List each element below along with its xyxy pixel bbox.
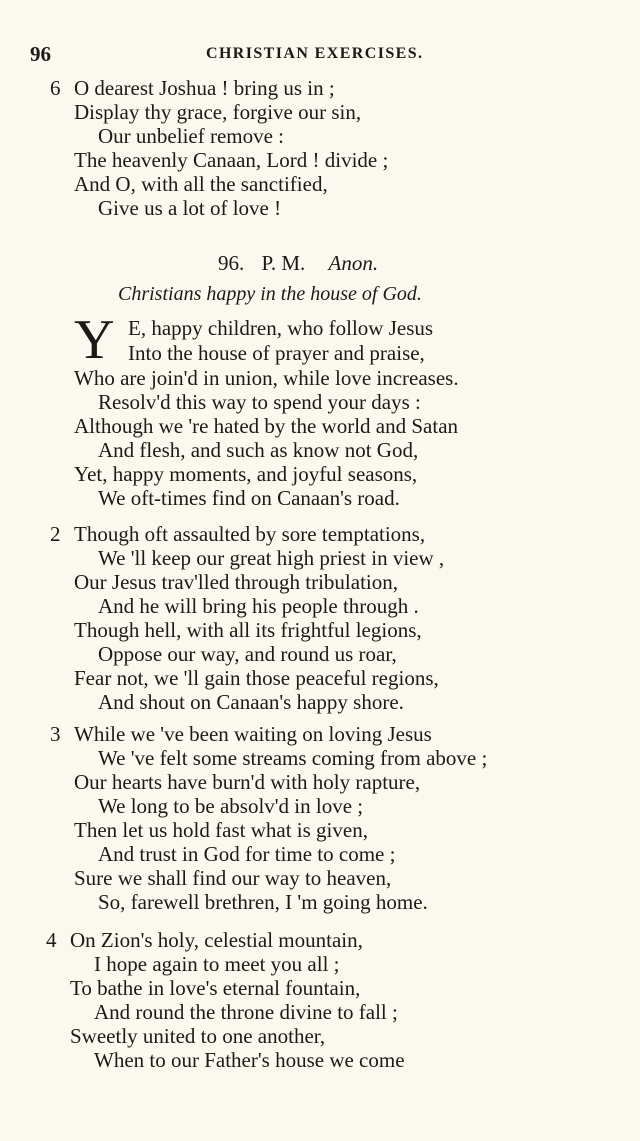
verse-line: Who are join'd in union, while love increases. (74, 366, 459, 390)
verse-line: When to our Father's house we come (94, 1048, 405, 1072)
verse-line: And O, with all the sanctified, (74, 172, 328, 196)
hymn-heading (218, 251, 378, 276)
verse-line: O dearest Joshua ! bring us in ; (74, 76, 335, 100)
verse-line: Sweetly united to one another, (70, 1024, 326, 1048)
page-number: 96 (30, 42, 51, 66)
stanza-number: 4 (46, 928, 57, 952)
verse-line: Our Jesus trav'lled through tribulation, (74, 570, 398, 594)
verse-line: We oft-times find on Canaan's road. (98, 486, 400, 510)
stanza-number: 2 (50, 522, 61, 546)
verse-line: Into the house of prayer and praise, (128, 341, 425, 365)
hymn-meter: P. M. (261, 251, 306, 275)
verse-line: While we 've been waiting on loving Jesus (74, 722, 432, 746)
verse-line: I hope again to meet you all ; (94, 952, 340, 976)
verse-line: E, happy children, who follow Jesus (128, 316, 434, 340)
verse-line: To bathe in love's eternal fountain, (70, 976, 361, 1000)
verse-line: Give us a lot of love ! (98, 196, 282, 220)
hymn-subtitle: Christians happy in the house of God. (118, 283, 422, 305)
verse-line: Though hell, with all its frightful legions, (74, 618, 422, 642)
stanza-number: 6 (50, 76, 61, 100)
verse-line: And round the throne divine to fall ; (94, 1000, 398, 1024)
verse-line: We long to be absolv'd in love ; (98, 794, 364, 818)
verse-line: On Zion's holy, celestial mountain, (70, 928, 363, 952)
verse-line: Although we 're hated by the world and Satan (74, 414, 459, 438)
hymn-number: 96. (218, 251, 245, 275)
page-header (30, 42, 450, 66)
verse-line: We 'll keep our great high priest in view , (98, 546, 445, 570)
verse-line: Oppose our way, and round us roar, (98, 642, 397, 666)
verse-line: Sure we shall find our way to heaven, (74, 866, 392, 890)
verse-line: Our hearts have burn'd with holy rapture, (74, 770, 421, 794)
hymn-author: Anon. (328, 251, 379, 275)
verse-line: Fear not, we 'll gain those peaceful regions, (74, 666, 439, 690)
verse-line: The heavenly Canaan, Lord ! divide ; (74, 148, 389, 172)
verse-line: Yet, happy moments, and joyful seasons, (74, 462, 418, 486)
verse-line: So, farewell brethren, I 'm going home. (98, 890, 428, 914)
verse-line: And flesh, and such as know not God, (98, 438, 419, 462)
verse-line: Our unbelief remove : (98, 124, 285, 148)
verse-line: And he will bring his people through . (98, 594, 419, 618)
verse-line: We 've felt some streams coming from above ; (98, 746, 488, 770)
verse-line: Display thy grace, forgive our sin, (74, 100, 362, 124)
stanza-number: 3 (50, 722, 61, 746)
verse-line: Resolv'd this way to spend your days : (98, 390, 421, 414)
verse-line: Though oft assaulted by sore temptations, (74, 522, 426, 546)
verse-line: And trust in God for time to come ; (98, 842, 396, 866)
verse-line: And shout on Canaan's happy shore. (98, 690, 404, 714)
verse-line: Then let us hold fast what is given, (74, 818, 368, 842)
running-title: CHRISTIAN EXERCISES. (206, 45, 424, 62)
drop-cap: Y (74, 309, 115, 371)
